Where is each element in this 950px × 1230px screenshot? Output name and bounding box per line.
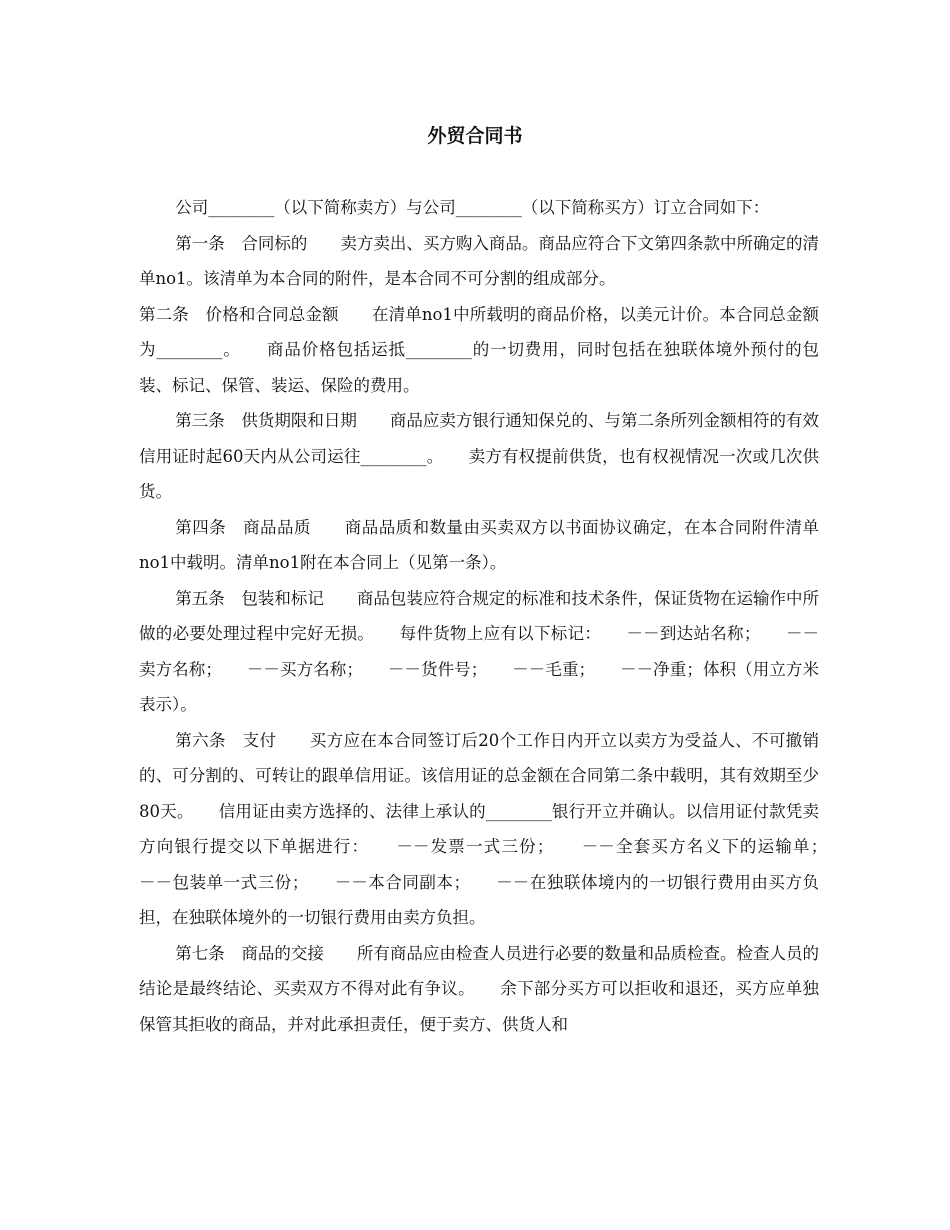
article-5-paragraph: 第五条 包装和标记 商品包装应符合规定的标准和技术条件，保证货物在运输作中所做的必要处理过程中完好无损。 每件货物上应有以下标记： －－到达站名称； －－卖方名称； －－买方名称； －－货件号； －－毛重； －－净重；体积（用立方米表示）。	[139, 588, 819, 714]
article-7-paragraph: 第七条 商品的交接 所有商品应由检查人员进行必要的数量和品质检查。检查人员的结论是最终结论、买卖双方不得对此有争议。 余下部分买方可以拒收和退还，买方应单独保管其拒收的商品，并对此承担责任，便于卖方、供货人和	[139, 943, 819, 1034]
article-6-paragraph: 第六条 支付 买方应在本合同签订后20个工作日内开立以卖方为受益人、不可撤销的、可分割的、可转让的跟单信用证。该信用证的总金额在合同第二条中载明，其有效期至少80天。 信用证由卖方选择的、法律上承认的________银行开立并确认。以信用证付款凭卖方向银行提交以下单据进行： －－发票一式三份； －－全套买方名义下的运输单； －－包装单一式三份； －－本合同副本； －－在独联体境内的一切银行费用由买方负担，在独联体境外的一切银行费用由卖方负担。	[139, 730, 852, 927]
document-title: 外贸合同书	[427, 125, 523, 147]
article-4-paragraph: 第四条 商品品质 商品品质和数量由买卖双方以书面协议确定，在本合同附件清单no1中载明。清单no1附在本合同上（见第一条）。	[139, 517, 819, 572]
preamble-paragraph: 公司________（以下简称卖方）与公司________（以下简称买方）订立合同如下：	[175, 198, 770, 217]
article-1-paragraph: 第一条 合同标的 卖方卖出、买方购入商品。商品应符合下文第四条款中所确定的清单no1。该清单为本合同的附件，是本合同不可分割的组成部分。	[139, 233, 819, 288]
article-3-paragraph: 第三条 供货期限和日期 商品应卖方银行通知保兑的、与第二条所列金额相符的有效信用证时起60天内从公司运往________。 卖方有权提前供货，也有权视情况一次或几次供货。	[139, 411, 819, 501]
document-body	[139, 190, 852, 1042]
article-2-paragraph: 第二条 价格和合同总金额 在清单no1中所载明的商品价格，以美元计价。本合同总金额为________。 商品价格包括运抵________的一切费用，同时包括在独联体境外预付的包装、标记、保管、装运、保险的费用。	[139, 304, 819, 395]
